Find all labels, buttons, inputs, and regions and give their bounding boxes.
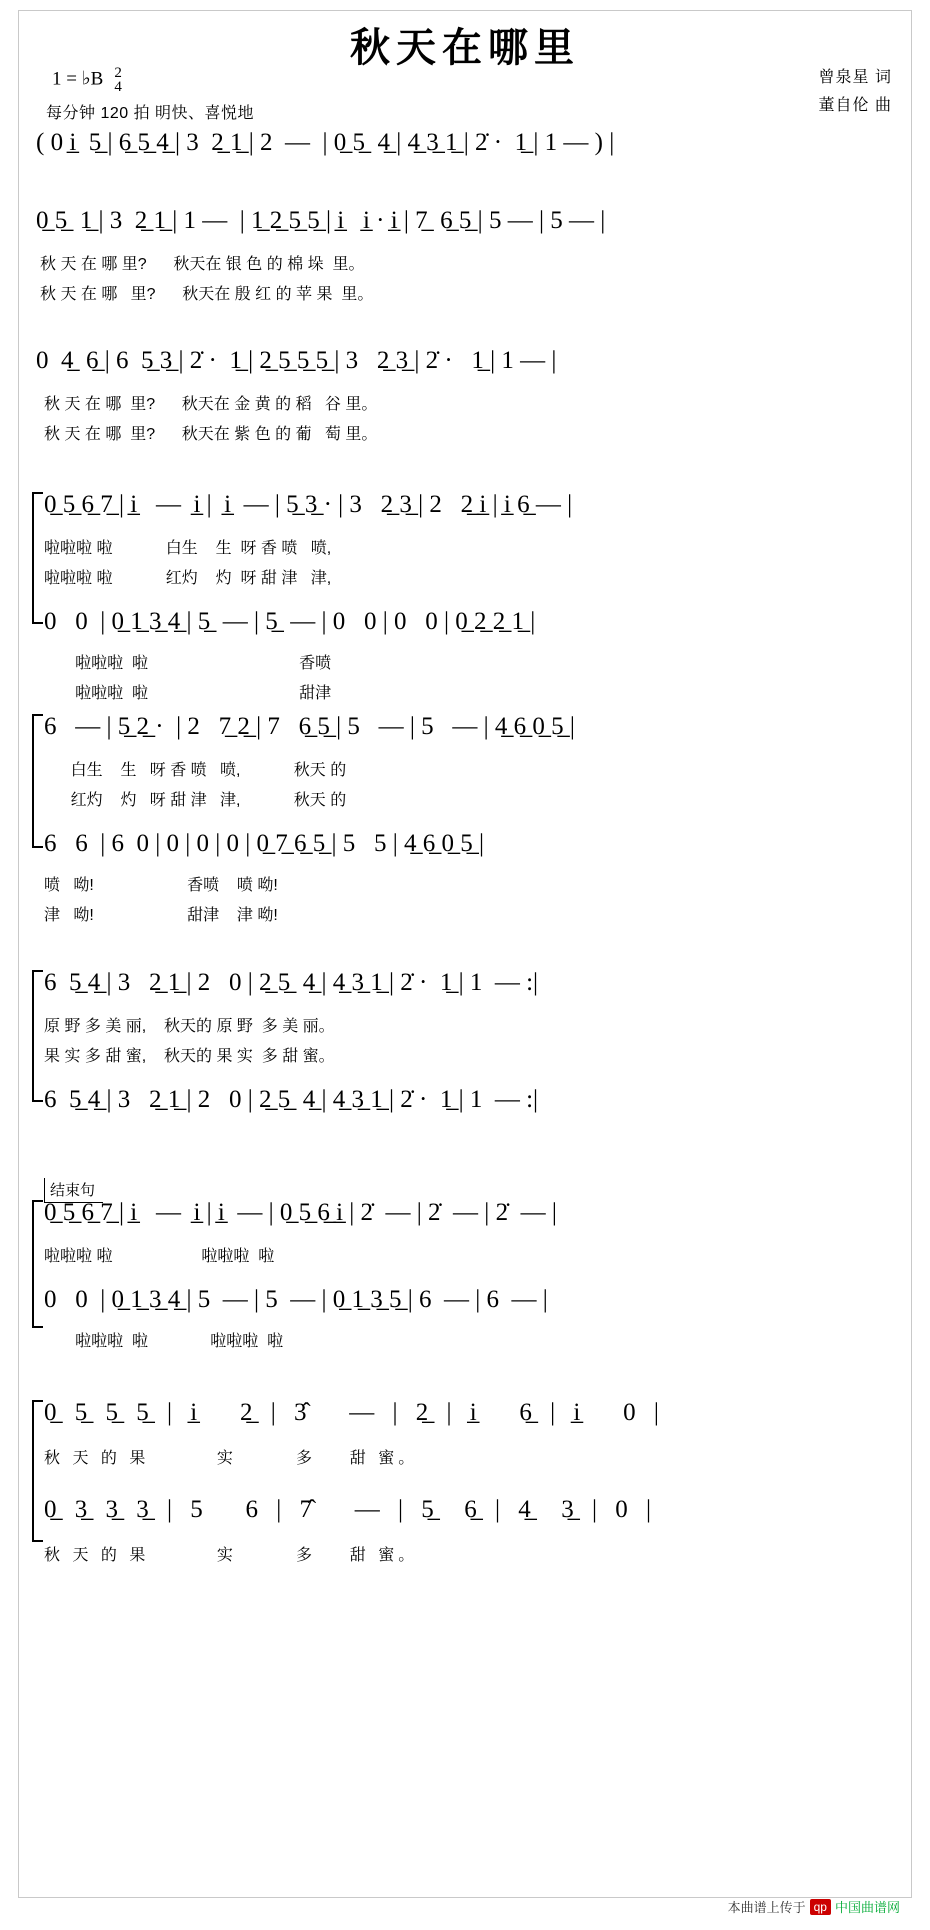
lyrics-line-1: 原 野 多 美 丽, 秋天的 原 野 多 美 丽。 [44, 1018, 335, 1035]
lyricist-credit: 曾泉星 词 [818, 69, 892, 86]
lyrics-line-1: 秋 天 在 哪 里? 秋天在 金 黄 的 稻 谷 里。 [44, 396, 378, 413]
system-chorus-1 [0, 492, 930, 702]
lyrics-line-2: 秋 天 在 哪 里? 秋天在 殷 红 的 苹 果 里。 [40, 286, 374, 303]
lyrics-line-3: 啦啦啦 啦 香喷 [44, 655, 332, 672]
key-signature [52, 66, 128, 95]
notes-line-lower: 6 5̲ 4̲ | 3 2̲ 1̲ | 2 0 | 2̲ 5̲ 4̲ | 4̲ 3̲ 1̲ | 2̇ · 1̲ | 1 — :| [44, 1086, 539, 1113]
lyrics-line-2: 啦啦啦 啦 红灼 灼 呀 甜 津 津, [44, 570, 332, 587]
page-title: 秋天在哪里 [350, 26, 580, 70]
notes-line-upper: 0̲ 5̲ 5̲ 5̲ | i̲ 2̲ | 3̂ — | 2̲ | i̲ 6̲ | i̲ 0 | [44, 1399, 665, 1426]
system-verse-a [0, 208, 930, 303]
system-brace [32, 1400, 43, 1542]
site-name[interactable]: 中国曲谱网 [834, 1900, 900, 1915]
system-brace [32, 714, 43, 848]
lyrics-line-1: 秋 天 在 哪 里? 秋天在 银 色 的 棉 垛 里。 [40, 256, 365, 273]
lyrics-line-2: 红灼 灼 呀 甜 津 津, 秋天 的 [44, 792, 347, 809]
footer-text: 本曲谱上传于 [727, 1900, 806, 1915]
footer-credit [728, 1897, 900, 1916]
system-brace [32, 1200, 43, 1328]
notes-line-upper: 6 5̲ 4̲ | 3 2̲ 1̲ | 2 0 | 2̲ 5̲ 4̲ | 4̲ 3̲ 1̲ | 2̇ · 1̲ | 1 — :| [44, 969, 539, 996]
notes-line-lower: 6 6 | 6 0 | 0 | 0 | 0 | 0̲ 7̲ 6̲ 5̲ | 5 5 | 4̲ 6̲ 0̲ 5̲ | [44, 830, 485, 857]
notes-line-lower: 0 0 | 0̲ 1̲ 3̲ 4̲ | 5̲ — | 5̲ — | 0 0 | 0 0 | 0̲ 2̲ 2̲ 1̲ | [44, 608, 536, 635]
section-label: 结束句 [44, 1178, 103, 1203]
lyrics-line-4: 啦啦啦 啦 甜津 [44, 685, 332, 702]
system-brace [32, 492, 43, 624]
notes-line-upper: 6 — | 5̲ 2̲ · | 2 7̲ 2̲ | 7 6̲ 5̲ | 5 — | 5 — | 4̲ 6̲ 0̲ 5̲ | [44, 713, 575, 740]
site-logo-icon: qp [810, 1899, 831, 1915]
lyrics-line-1: 啦啦啦 啦 白生 生 呀 香 喷 喷, [44, 540, 332, 557]
lyrics-line-2: 秋 天 的 果 实 多 甜 蜜。 [44, 1547, 419, 1564]
system-chorus-3 [0, 970, 930, 1112]
lyrics-line-1: 白生 生 呀 香 喷 喷, 秋天 的 [44, 762, 347, 779]
system-brace [32, 970, 43, 1102]
lyrics-line-4: 津 呦! 甜津 津 呦! [44, 907, 278, 924]
notes-line-lower: 0̲ 3̲ 3̲ 3̲ | 5 6 | 7̂ — | 5̲ 6̲ | 4̲ 3̲ | 0 | [44, 1496, 658, 1523]
notes-line-upper: 0̲ 5̲ 6̲ 7̲ | i̲ — i̲ | i̲ — | 5̲ 3̲ · | 3 2̲ 3̲ | 2 2̲ i̲ | i̲ 6̲ — | [44, 491, 573, 518]
lyrics-line-2: 啦啦啦 啦 啦啦啦 啦 [44, 1333, 284, 1350]
lyrics-line-1: 啦啦啦 啦 啦啦啦 啦 [44, 1248, 275, 1265]
system-ending-2 [0, 1400, 930, 1564]
notes-line: 0̲ 5̲ 1̲ | 3 2̲ 1̲ | 1 — | 1̲ 2̲ 5̲ 5̲ | i̲ i̲ · i̲ | 7̲ 6̲ 5̲ | 5 — | 5 — | [36, 207, 606, 234]
notes-line-upper: 0̲ 5̲ 6̲ 7̲ | i̲ — i̲ | i̲ — | 0̲ 5̲ 6̲ i̲ | 2̇ — | 2̇ — | 2̇ — | [44, 1199, 557, 1226]
tempo-marking: 每分钟 120 拍 明快、喜悦地 [46, 105, 255, 122]
lyrics-line-2: 秋 天 在 哪 里? 秋天在 紫 色 的 葡 萄 里。 [44, 426, 378, 443]
system-chorus-2 [0, 714, 930, 924]
time-signature: 2 4 [114, 65, 122, 96]
system-verse-b [0, 348, 930, 443]
notes-line-lower: 0 0 | 0̲ 1̲ 3̲ 4̲ | 5 — | 5 — | 0̲ 1̲ 3̲ 5̲ | 6 — | 6 — | [44, 1286, 548, 1313]
lyrics-line-3: 喷 呦! 香喷 喷 呦! [44, 877, 278, 894]
notes-line: 0 4̲ 6̲ | 6 5̲ 3̲ | 2̇ · 1̲ | 2̲ 5̲ 5̲ 5̲ | 3 2̲ 3̲ | 2̇ · 1̲ | 1 — | [36, 347, 557, 374]
lyrics-line-1: 秋 天 的 果 实 多 甜 蜜。 [44, 1450, 419, 1467]
system-intro [0, 130, 930, 155]
system-ending-1 [0, 1200, 930, 1350]
notes-line: ( 0 i̲ 5̲ | 6̲ 5̲ 4̲ | 3 2̲ 1̲ | 2 — | 0̲ 5̲ 4̲ | 4̲ 3̲ 1̲ | 2̇ · 1̲ | 1 — ) | [36, 129, 615, 156]
lyrics-line-2: 果 实 多 甜 蜜, 秋天的 果 实 多 甜 蜜。 [44, 1048, 335, 1065]
composer-credit: 董自伦 曲 [818, 97, 892, 114]
key-signature-text: 1 = ♭B [52, 68, 104, 90]
